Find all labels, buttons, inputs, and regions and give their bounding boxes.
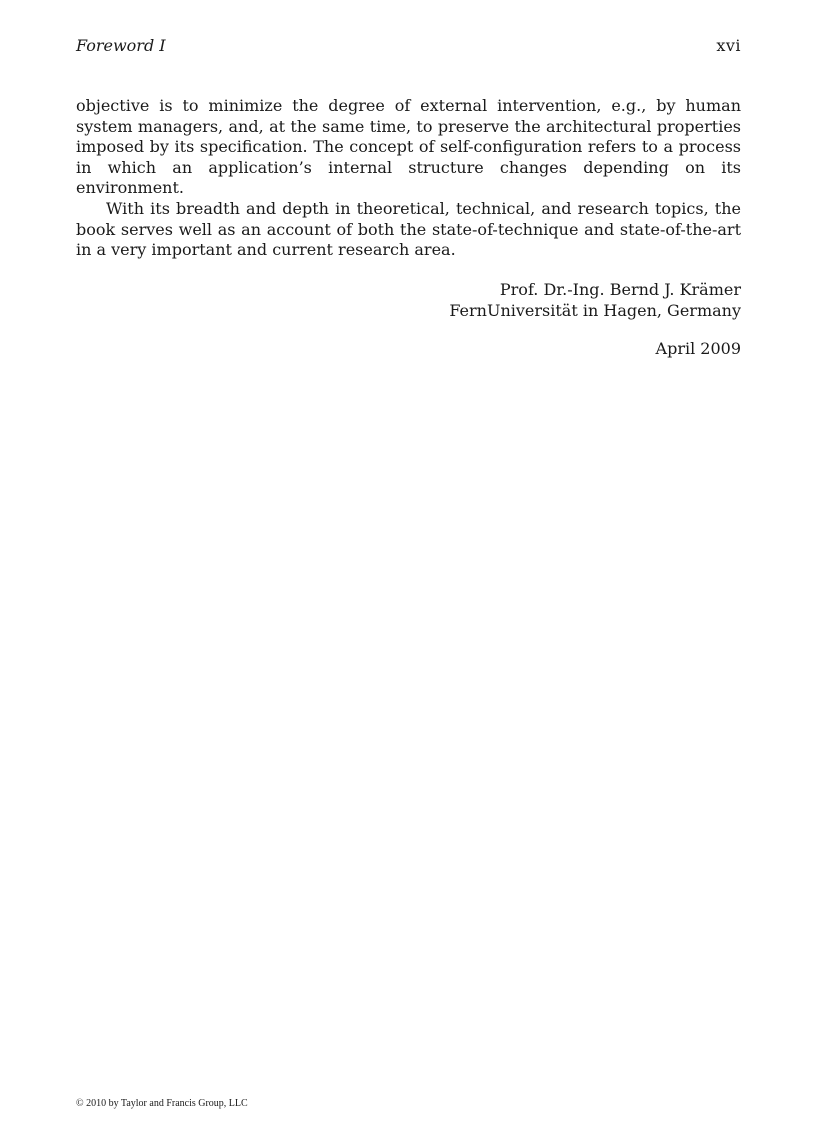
paragraph-continuation: objective is to minimize the degree of external intervention, e.g., by human system managers, and, at the same time, to preserve the architectural properties imposed by its specification. The concept of self-configuration refers to a process in which an application’s internal structure changes depending on its environment. [76, 96, 741, 198]
copyright-notice: © 2010 by Taylor and Francis Group, LLC [76, 1098, 248, 1109]
paragraph: With its breadth and depth in theoretical, technical, and research topics, the book serves well as an account of both the state-of-technique and state-of-the-art in a very important and current research area. [76, 198, 741, 260]
signature-date: April 2009 [655, 339, 741, 358]
signature-block [76, 280, 741, 321]
author-name: Prof. Dr.-Ing. Bernd J. Krämer [499, 280, 741, 299]
author-affiliation: FernUniversität in Hagen, Germany [449, 300, 741, 320]
running-title: Foreword I [76, 36, 166, 55]
body-text [76, 96, 741, 261]
running-header [76, 36, 741, 56]
page-number: xvi [716, 36, 741, 55]
